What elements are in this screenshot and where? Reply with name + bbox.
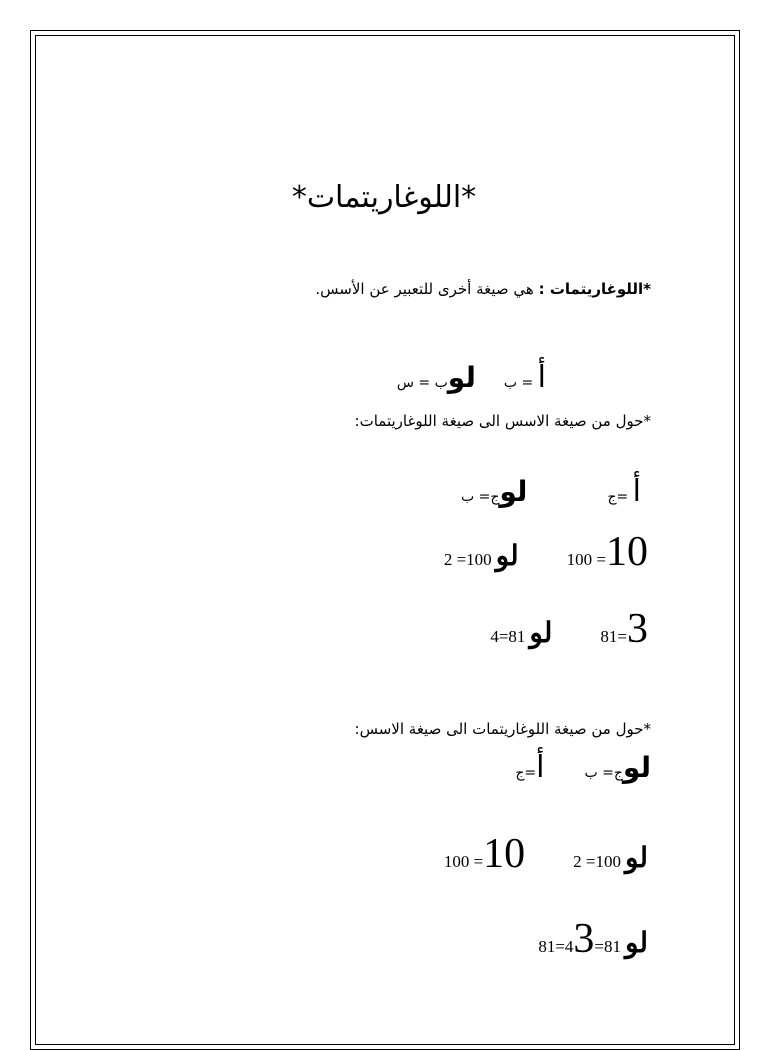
- example-row-1: [444, 528, 648, 576]
- general-formula-conversion: [461, 474, 641, 509]
- formula-alef: أ: [632, 474, 641, 509]
- ex3-exp-value: 100: [443, 852, 470, 871]
- page-title: *اللوغاريتمات*: [291, 180, 477, 215]
- ex4-log-eq: =4: [564, 937, 604, 956]
- ex1-exp-base: 10: [606, 529, 648, 575]
- ex1-exp-eq: =: [592, 550, 606, 569]
- ex2-exp-value: 81: [600, 627, 618, 646]
- ex3-log: لو: [625, 843, 648, 874]
- ex4-exp-base: 3: [573, 916, 595, 962]
- example-row-4: [538, 915, 648, 963]
- ex3-log-sub: 100: [595, 852, 621, 871]
- ex2-exp-eq: =: [617, 627, 627, 646]
- ex4-log: لو: [625, 928, 648, 959]
- ex4-exp-value: 81: [538, 937, 556, 956]
- ex1-log-eq: = 2: [443, 550, 467, 569]
- formula-eq-j: =ج: [607, 489, 633, 505]
- ex2-log: لو: [529, 618, 553, 649]
- formula-alef: أ: [537, 360, 546, 395]
- example-row-2: [490, 605, 648, 653]
- formula-log: لو: [622, 751, 651, 784]
- formula-log: لو: [447, 361, 476, 394]
- formula-j-eq-b: ج= ب: [584, 765, 623, 781]
- heading-exp-to-log: *حول من صيغة الاسس الى صيغة اللوغاريتمات:: [354, 412, 651, 430]
- ex3-exp-eq: =: [469, 852, 484, 871]
- definition-term: *اللوغاريتمات :: [538, 280, 651, 298]
- ex3-log-eq: = 2: [573, 852, 596, 871]
- example-row-3: [444, 830, 648, 878]
- formula-eq-b: = ب: [503, 375, 538, 391]
- ex1-exp-value: 100: [566, 550, 593, 569]
- ex4-exp-eq: =: [555, 937, 565, 956]
- ex2-log-eq: =4: [490, 627, 509, 646]
- formula-eq-j: =ج: [515, 765, 537, 781]
- definition-line: [315, 280, 651, 298]
- heading-log-to-exp: *حول من صيغة اللوغاريتمات الى صيغة الاسس:: [354, 720, 651, 738]
- ex2-exp-base: 3: [627, 606, 648, 652]
- ex3-exp-base: 10: [483, 831, 526, 877]
- formula-alef: أ: [536, 750, 545, 785]
- ex2-log-sub: 81: [508, 627, 526, 646]
- ex4-log-sub: 81: [604, 937, 621, 956]
- definition-text: هي صيغة أخرى للتعبير عن الأسس.: [315, 280, 539, 298]
- general-formula-exp: [397, 360, 546, 395]
- general-formula-reverse: [515, 750, 651, 785]
- formula-j-eq-b: ج= ب: [460, 489, 500, 505]
- formula-log: لو: [499, 475, 528, 508]
- ex1-log: لو: [495, 541, 519, 572]
- formula-b-eq-s: ب = س: [396, 375, 448, 391]
- ex1-log-sub: 100: [466, 550, 492, 569]
